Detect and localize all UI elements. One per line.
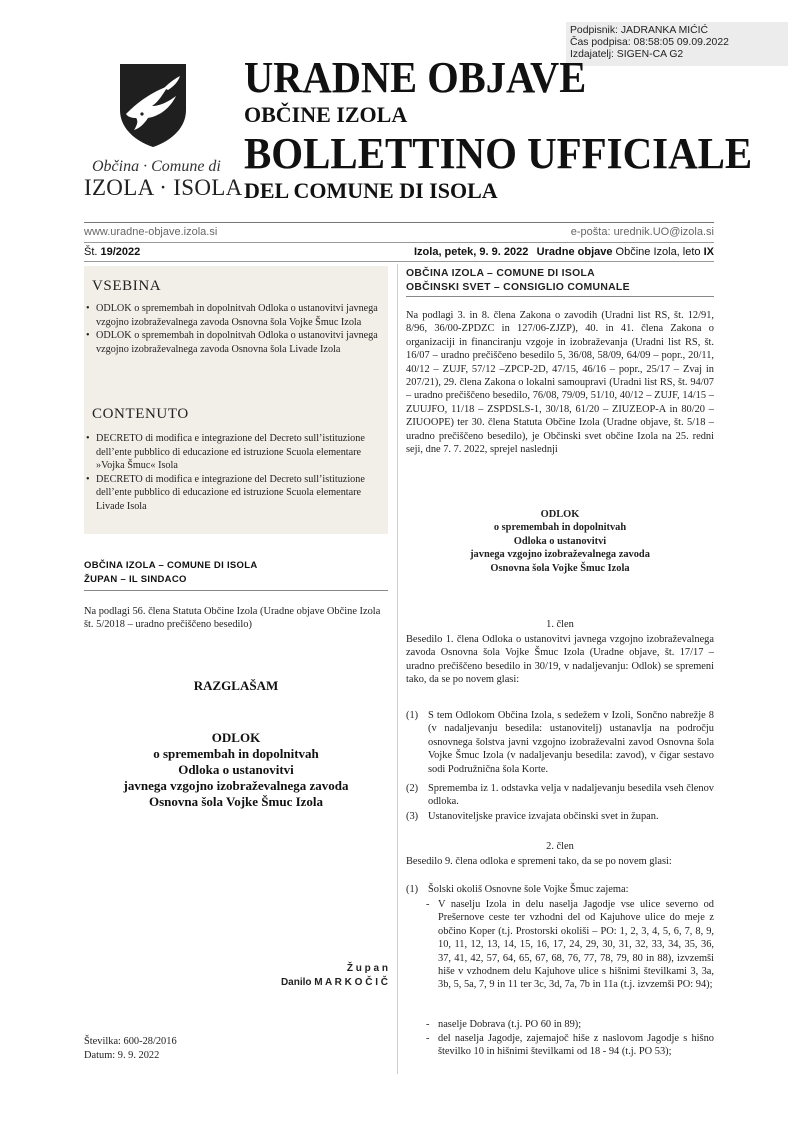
document-date: Datum: 9. 9. 2022: [84, 1050, 160, 1061]
email-link[interactable]: e-pošta: urednik.UO@izola.si: [570, 226, 714, 238]
publication-info: Uradne objave Občine Izola, leto IX: [536, 246, 714, 258]
signature-issuer: Izdajatelj: SIGEN-CA G2: [570, 49, 684, 60]
toc-heading-sl: VSEBINA: [92, 278, 162, 294]
paragraph-q1: (1) Šolski okoliš Osnovne šole Vojke Šmuc zajema:: [406, 884, 629, 895]
toc-item[interactable]: • ODLOK o spremembah in dopolnitvah Odloka o ustanovitvi javnega vzgojno izobraževalnega zavoda Osnovna šola Vojke Šmuc Izola: [84, 302, 384, 329]
left-issuer-1: OBČINA IZOLA – COMUNE DI ISOLA: [84, 560, 258, 571]
crest-label-town: IZOLA · ISOLA: [84, 175, 243, 200]
article-2-text: Besedilo 9. člena odloka e spremeni tako, da se po novem glasi:: [406, 856, 672, 867]
mayor-name: Danilo M A R K O Č I Č: [280, 977, 388, 988]
toc-item[interactable]: • DECRETO di modifica e integrazione del Decreto sull’istituzione dell’ente pubblico di educazione ed istruzione Scuola elementare »Vojka Šmuc« Isola: [84, 432, 384, 473]
left-legal-basis: Na podlagi 56. člena Statuta Občine Izola (Uradne objave Občine Izola št. 5/2018 – uradno prečiščeno besedilo): [84, 606, 381, 630]
right-issuer-1: OBČINA IZOLA – COMUNE DI ISOLA: [406, 268, 595, 279]
left-rule: [84, 590, 388, 591]
signature-time: Čas podpisa: 08:58:05 09.09.2022: [570, 37, 729, 48]
toc-list-it: [84, 432, 384, 513]
toc-list-sl: [84, 302, 384, 356]
website-link[interactable]: www.uradne-objave.izola.si: [84, 226, 218, 238]
left-decree-title: ODLOK o spremembah in dopolnitvah Odloka o ustanovitvi javnega vzgojno izobraževalnega zavoda Osnovna šola Vojke Šmuc Izola: [123, 730, 349, 809]
right-rule: [406, 296, 714, 297]
list-item: - del naselja Jagodje, zajemajoč hiše z naslovom Jagodje s hišno številko 10 in hišnimi številkami od 18 - 94 (t.j. PO 53);: [426, 1033, 714, 1058]
paragraph-3: (3) Ustanoviteljske pravice izvajata občinski svet in župan.: [406, 811, 659, 822]
mayor-title: Ž u p a n: [346, 963, 388, 974]
toc-item[interactable]: • DECRETO di modifica e integrazione del Decreto sull’istituzione dell’ente pubblico di educazione ed istruzione Scuola elementare Livade Isola: [84, 473, 384, 514]
issue-number: Št. 19/2022: [84, 246, 141, 258]
masthead-title-sl: URADNE OBJAVE: [244, 53, 587, 102]
right-preamble: Na podlagi 3. in 8. člena Zakona o zavodih (Uradni list RS, št. 12/91, 8/96, 36/00-ZPDZC in 127/06-ZJZP), 40. in 41. člena Zakona o organizaciji in financiranju vzgoje in izobraževanja (Uradni list RS, št. 16/07 – uradno prečiščeno besedilo 5, 36/08, 58/09, 64/09 – popr., 20/11, 40/12 – ZUJF, 57/12 –ZPCP-2D, 47/15, 46/16 – popr., 25/17 – Zvaj in 207/21), 29. člena Zakona o lokalni samoupravi (Uradni list RS, št. 94/07 – uradno prečiščeno besedilo, 76/08, 79/09, 51/10, 40/12 – ZUJF, 14/15 – ZUUJFO, 11/18 – ZSPDSLS-1, 30/18, 61/20 – ZIUZEOP-A in 80/20 – ZIUOOPE) ter 30. člena Statuta Občine Izola (Uradne objave, št. 5/18 – uradno prečiščeno besedilo), je Občinski svet občine Izola na 25. redni seji, dne 7. 7. 2022, sprejel naslednji: [406, 310, 714, 456]
right-decree-title: ODLOK o spremembah in dopolnitvah Odloka o ustanovitvi javnega vzgojno izobraževalnega zavoda Osnovna šola Vojke Šmuc Izola: [470, 509, 650, 574]
toc-heading-it: CONTENUTO: [92, 406, 189, 422]
list-item: - naselje Dobrava (t.j. PO 60 in 89);: [426, 1019, 582, 1030]
digital-signature-box: [566, 22, 788, 66]
masthead-subtitle-sl: OBČINE IZOLA: [244, 102, 408, 127]
article-1-text: Besedilo 1. člena Odloka o ustanovitvi javnega vzgojno izobraževalnega zavoda Osnovna šola Vojke Šmuc Izola (Uradne objave, št. 17/17 – uradno prečiščeno besedilo in 30/19, v nadaljevanju: Odlok) se spremeni tako, da se po novem glasi:: [406, 634, 714, 686]
table-of-contents: [84, 266, 388, 534]
document-number: Številka: 600-28/2016: [84, 1036, 177, 1047]
article-1-heading: 1. člen: [546, 619, 574, 630]
signature-signer: Podpisnik: JADRANKA MIĆIĆ: [570, 25, 709, 36]
issue-bar: [84, 242, 714, 262]
masthead-subtitle-it: DEL COMUNE DI ISOLA: [244, 178, 498, 203]
paragraph-2: (2) Sprememba iz 1. odstavka velja v nadaljevanju besedila vseh členov odloka.: [406, 783, 714, 808]
paragraph-1: (1) S tem Odlokom Občina Izola, s sedežem v Izoli, Sončno nabrežje 8 (v nadaljevanju besedila: ustanovitelj) ustanavlja na področju osnovnega šolstva javni vzgojno izobraževalni zavod Osnovna šola Vojke Šmuc Izola (v nadaljevanju besedila: zavod), v čigar sestavo sodi Podružnična šola Korte.: [406, 710, 714, 775]
column-divider: [397, 264, 398, 1074]
right-issuer-2: OBČINSKI SVET – CONSIGLIO COMUNALE: [406, 282, 630, 293]
contact-bar: [84, 222, 714, 241]
masthead-title-it: BOLLETTINO UFFICIALE: [244, 129, 753, 178]
left-issuer-2: ŽUPAN – IL SINDACO: [84, 574, 187, 585]
izola-coat-of-arms-icon: [118, 62, 188, 148]
proclaim-heading: RAZGLAŠAM: [193, 678, 279, 693]
toc-item[interactable]: • ODLOK o spremembah in dopolnitvah Odloka o ustanovitvi javnega vzgojno izobraževalnega zavoda Osnovna šola Livade Izola: [84, 329, 384, 356]
issue-date: Izola, petek, 9. 9. 2022: [414, 246, 529, 258]
article-2-heading: 2. člen: [546, 841, 574, 852]
crest-label-municipality: Občina · Comune di: [92, 158, 221, 175]
list-item: - V naselju Izola in delu naselja Jagodje vse ulice severno od Prešernove ceste ter vzhodni del od Kajuhove ulice do meje z občino Koper (t.j. Prostorski okoliši – PO: 1, 2, 3, 4, 5, 6, 7, 8, 9, 10, 11, 12, 13, 14, 15, 16, 17, 24, 29, 30, 31, 32, 33, 34, 35, 36, 37, 41, 42, 57, 64, 65, 67, 68, 76, 77, 78, 79, 80 in 88), izvzemši hiše v vzhodnem delu Kajuhove ulice s hišnimi številkami 3, 3a, 3b, 5, 5a, 7, 9 in 11 ter 3c, 3d, 7a, 7b in 11a (t.j. izvzemši PO: 94);: [426, 899, 714, 991]
